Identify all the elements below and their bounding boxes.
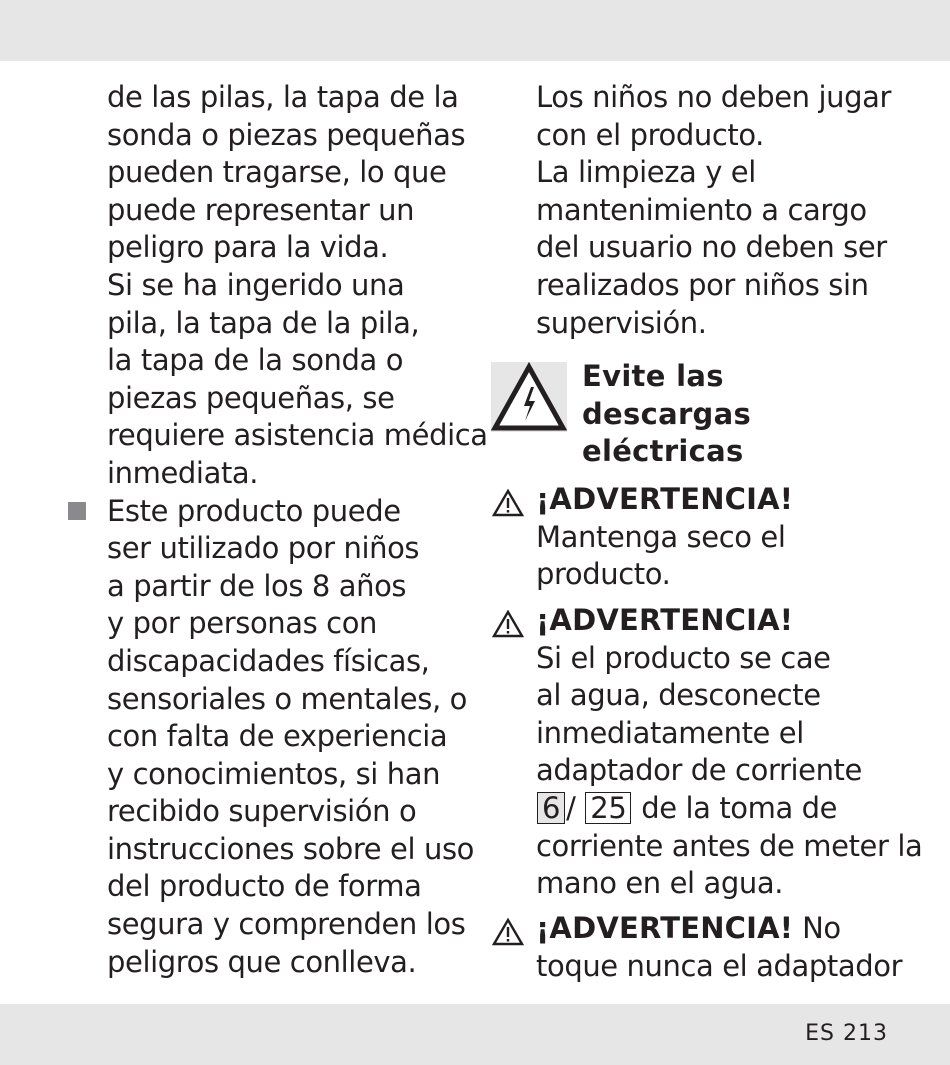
- electric-shock-section: [490, 358, 930, 468]
- warning-triangle-icon: [492, 610, 524, 638]
- text-line: piezas pequeñas, se: [107, 380, 395, 415]
- text-line: inmediata.: [107, 455, 259, 490]
- section-heading: [582, 358, 751, 471]
- bullet-text-line: del producto de forma: [107, 869, 422, 904]
- warning-label: ¡ADVERTENCIA!: [536, 911, 794, 945]
- text-line: con el producto.: [536, 117, 764, 152]
- text-line: La limpieza y el: [536, 155, 756, 190]
- heading-line: eléctricas: [582, 434, 744, 469]
- bullet-square-icon: [68, 502, 86, 520]
- heading-line: Evite las: [582, 359, 724, 393]
- text-line: producto.: [536, 557, 671, 592]
- text-line: puede representar un: [107, 192, 415, 227]
- bullet-text-line: instrucciones sobre el uso: [107, 831, 475, 866]
- text-line: del usuario no deben ser: [536, 230, 887, 265]
- heading-line: descargas: [582, 396, 752, 431]
- text-line: realizados por niños sin: [536, 267, 869, 302]
- bullet-text-line: Este producto puede: [107, 493, 401, 528]
- text-line: corriente antes de meter la: [536, 828, 923, 863]
- part-reference-box: 25: [585, 792, 631, 824]
- warning-heading-line: [536, 910, 841, 948]
- bullet-text-line: segura y comprenden los: [107, 907, 466, 942]
- text-line: requiere asistencia médica: [107, 418, 488, 453]
- text-line: toque nunca el adaptador: [536, 948, 903, 983]
- warning-heading-line: [536, 602, 793, 640]
- bullet-text-line: sensoriales o mentales, o: [107, 681, 467, 716]
- text-line: mano en el agua.: [536, 866, 784, 901]
- text-line: adaptador de corriente: [536, 753, 862, 788]
- page-number: ES 213: [805, 1021, 888, 1046]
- reference-separator: /: [566, 790, 576, 825]
- text-line: al agua, desconecte: [536, 678, 821, 713]
- warning-text: [536, 519, 786, 594]
- text-line: la tapa de la sonda o: [107, 343, 404, 378]
- warning-triangle-icon: [492, 489, 524, 517]
- text-line: Si se ha ingerido una: [107, 267, 405, 302]
- electric-shock-warning-icon: [490, 361, 568, 433]
- warning-inline-text: No: [802, 911, 841, 945]
- text-line: peligro para la vida.: [107, 230, 389, 265]
- warning-text: [536, 640, 922, 903]
- bullet-text-line: ser utilizado por niños: [107, 531, 420, 566]
- reference-line-rest: de la toma de: [641, 790, 838, 825]
- warning-triangle-icon: [492, 918, 524, 946]
- text-line: pueden tragarse, lo que: [107, 155, 447, 190]
- text-line: pila, la tapa de la pila,: [107, 305, 420, 340]
- warning-text: [536, 948, 902, 986]
- text-line: de las pilas, la tapa de la: [107, 80, 459, 114]
- bullet-text-line: y conocimientos, si han: [107, 756, 441, 791]
- bullet-text-line: recibido supervisión o: [107, 794, 417, 829]
- warning-heading-line: [536, 481, 793, 519]
- text-line: Mantenga seco el: [536, 519, 786, 554]
- text-line: Si el producto se cae: [536, 640, 831, 675]
- text-line: mantenimiento a cargo: [536, 192, 867, 227]
- text-line: Los niños no deben jugar: [536, 80, 891, 114]
- text-line: supervisión.: [536, 305, 707, 340]
- bullet-text-line: peligros que conlleva.: [107, 944, 417, 979]
- text-line: sonda o piezas pequeñas: [107, 117, 466, 152]
- text-line: inmediatamente el: [536, 715, 804, 750]
- text-line-with-references: [536, 790, 922, 828]
- top-margin-band: [0, 0, 950, 61]
- bullet-text-line: discapacidades físicas,: [107, 643, 430, 678]
- right-column-intro: [536, 79, 936, 342]
- bullet-text-line: con falta de experiencia: [107, 719, 448, 754]
- part-reference-box: 6: [537, 792, 565, 824]
- bullet-text-line: y por personas con: [107, 606, 378, 641]
- warning-label: ¡ADVERTENCIA!: [536, 482, 794, 516]
- left-column: [107, 79, 507, 981]
- bullet-text-line: a partir de los 8 años: [107, 568, 407, 603]
- warning-label: ¡ADVERTENCIA!: [536, 603, 794, 637]
